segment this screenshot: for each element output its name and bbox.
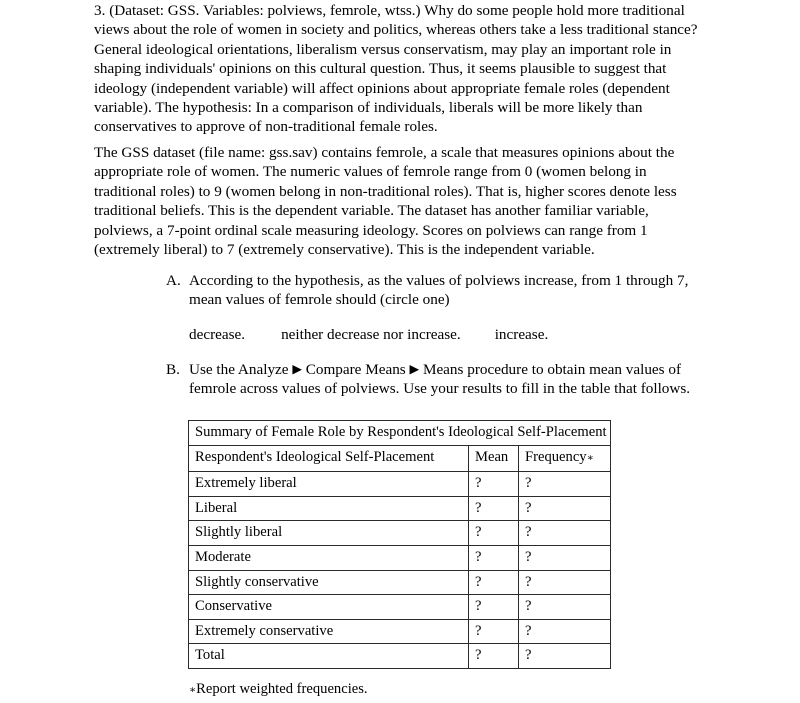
item-b-text — [189, 360, 708, 399]
row-mean-cell[interactable]: ? — [469, 644, 519, 669]
column-header-label: Respondent's Ideological Self-Placement — [189, 445, 469, 472]
table-row — [189, 472, 611, 497]
row-mean-cell[interactable]: ? — [469, 521, 519, 546]
row-frequency-cell[interactable]: ? — [519, 545, 611, 570]
item-b-text-segment-1: Use the Analyze — [189, 361, 289, 378]
item-a-marker: A. — [166, 272, 181, 289]
row-label: Moderate — [189, 545, 469, 570]
row-label: Extremely conservative — [189, 619, 469, 644]
choice-neither[interactable]: neither decrease nor increase. — [281, 326, 461, 343]
row-frequency-cell[interactable]: ? — [519, 644, 611, 669]
table-row — [189, 619, 611, 644]
table-row — [189, 521, 611, 546]
row-mean-cell[interactable]: ? — [469, 595, 519, 620]
column-header-mean: Mean — [469, 445, 519, 472]
choice-decrease[interactable]: decrease. — [189, 326, 246, 343]
row-mean-cell[interactable]: ? — [469, 570, 519, 595]
row-frequency-cell[interactable]: ? — [519, 496, 611, 521]
row-label: Liberal — [189, 496, 469, 521]
table-row — [189, 545, 611, 570]
table-title: Summary of Female Role by Respondent's Ideological Self-Placement — [189, 421, 611, 446]
question-item-b — [166, 360, 708, 399]
column-header-frequency-text: Frequency — [525, 448, 587, 465]
table-row — [189, 595, 611, 620]
table-header-row — [189, 445, 611, 472]
footnote-text: Report weighted frequencies. — [196, 681, 368, 697]
row-mean-cell[interactable]: ? — [469, 472, 519, 497]
question-item-a — [166, 271, 708, 310]
row-label: Extremely liberal — [189, 472, 469, 497]
footnote-marker-icon: ∗ — [586, 452, 594, 464]
table-row — [189, 570, 611, 595]
item-b-marker: B. — [166, 361, 180, 378]
row-frequency-cell[interactable]: ? — [519, 619, 611, 644]
row-frequency-cell[interactable]: ? — [519, 595, 611, 620]
item-a-choice-list — [189, 325, 548, 344]
row-label: Slightly liberal — [189, 521, 469, 546]
row-mean-cell[interactable]: ? — [469, 619, 519, 644]
menu-arrow-icon: ▶ — [409, 362, 420, 376]
table-footnote — [189, 681, 368, 699]
table-row — [189, 496, 611, 521]
row-frequency-cell[interactable]: ? — [519, 472, 611, 497]
table-row-total — [189, 644, 611, 669]
row-label: Conservative — [189, 595, 469, 620]
footnote-marker-icon: ∗ — [189, 685, 197, 696]
item-a-text: According to the hypothesis, as the values of polviews increase, from 1 through 7, mean values of femrole should (circle one) — [189, 272, 689, 309]
row-mean-cell[interactable]: ? — [469, 545, 519, 570]
summary-table-container — [188, 420, 610, 669]
question-intro-paragraph: 3. (Dataset: GSS. Variables: polviews, femrole, wtss.) Why do some people hold more traditional views about the role of women in society and politics, whereas others take a less traditional stance? General ideological orientations, liberalism versus conservatism, may play an important role in shaping individuals' opinions on this cultural question. Thus, it seems plausible to suggest that ideology (independent variable) will affect opinions about appropriate female roles (dependent variable). The hypothesis: In a comparison of individuals, liberals will be more likely than conservatives to approve of non-traditional female roles. — [94, 2, 698, 136]
row-frequency-cell[interactable]: ? — [519, 570, 611, 595]
dataset-description-paragraph: The GSS dataset (file name: gss.sav) contains femrole, a scale that measures opinions about the appropriate role of women. The numeric values of femrole range from 0 (women belong in traditional roles) to 9 (women belong in non-traditional roles). That is, higher scores denote less traditional beliefs. This is the dependent variable. The dataset has another familiar variable, polviews, a 7-point ordinal scale measuring ideology. Scores on polviews can range from 1 (extremely liberal) to 7 (extremely conservative). This is the independent variable. — [94, 144, 677, 259]
column-header-frequency — [519, 445, 611, 472]
item-b-text-segment-2: Compare Means — [305, 361, 406, 378]
choice-increase[interactable]: increase. — [494, 326, 549, 343]
summary-table — [188, 420, 611, 669]
table-title-row — [189, 421, 611, 446]
row-label: Slightly conservative — [189, 570, 469, 595]
menu-arrow-icon: ▶ — [292, 362, 302, 376]
row-frequency-cell[interactable]: ? — [519, 521, 611, 546]
row-mean-cell[interactable]: ? — [469, 496, 519, 521]
row-label: Total — [189, 644, 469, 669]
item-b-text-segment-3: Means procedure to obtain mean values of femrole across values of polviews. Use your results to fill in the table that follows. — [189, 361, 691, 398]
